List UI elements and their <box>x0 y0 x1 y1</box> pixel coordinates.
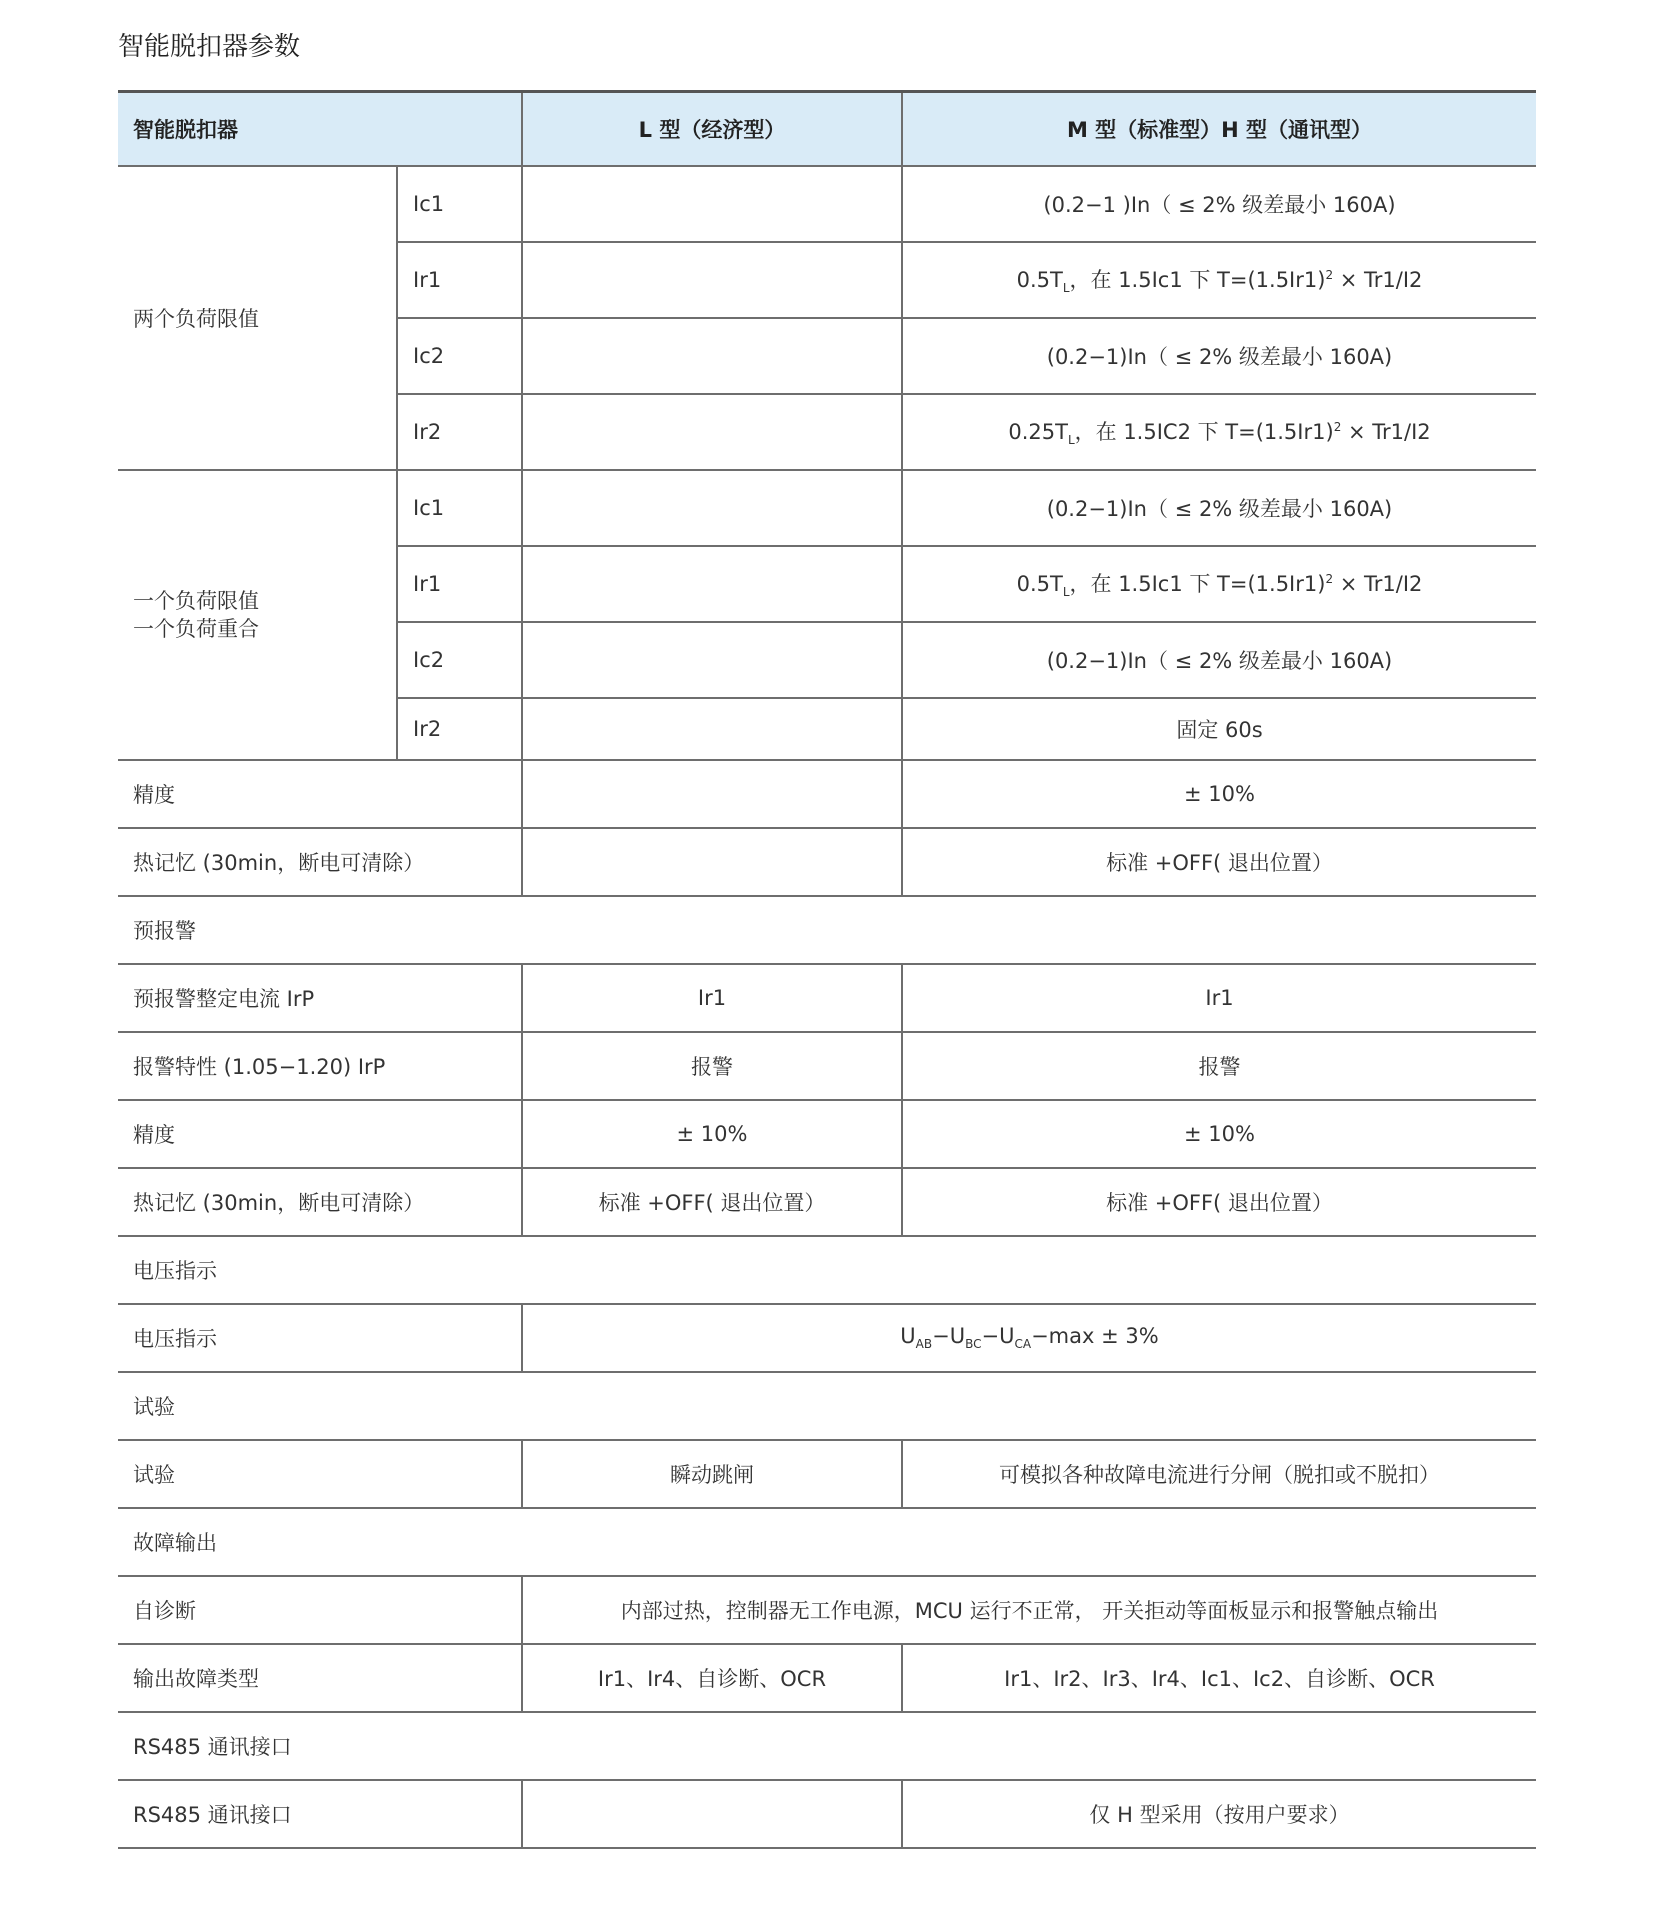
mh-type-cell: $0.5T_L$，在 1.5Ic1 下 $T=(1.5Ir1)^2 \times Tr1/I2$ <box>902 242 1536 318</box>
row-label: 试验 <box>118 1440 522 1508</box>
l-type-cell: ± 10% <box>522 1100 902 1168</box>
l-type-cell: 瞬动跳闸 <box>522 1440 902 1508</box>
mh-type-cell: 标准 +OFF( 退出位置） <box>902 1168 1536 1236</box>
section-title: RS485 通讯接口 <box>118 1712 1536 1780</box>
mh-type-cell: 固定 60s <box>902 698 1536 760</box>
section-row <box>118 1712 1536 1780</box>
mh-type-cell: 仅 H 型采用（按用户要求） <box>902 1780 1536 1848</box>
mh-type-cell: 可模拟各种故障电流进行分闸（脱扣或不脱扣） <box>902 1440 1536 1508</box>
l-type-cell <box>522 166 902 242</box>
table-row <box>118 964 1536 1032</box>
mh-type-cell: (0.2−1)In（ ≤ 2% 级差最小 160A) <box>902 470 1536 546</box>
mh-type-cell: 标准 +OFF( 退出位置） <box>902 828 1536 896</box>
row-label: 预报警整定电流 IrP <box>118 964 522 1032</box>
row-label: 精度 <box>118 760 522 828</box>
l-type-cell <box>522 828 902 896</box>
sub-parameter: Ic2 <box>397 318 522 394</box>
row-label: 自诊断 <box>118 1576 522 1644</box>
section-row <box>118 896 1536 964</box>
header-l-type: L 型（经济型） <box>522 92 902 167</box>
mh-type-cell: $0.25T_L$，在 1.5IC2 下 $T=(1.5Ir1)^2 \times Tr1/I2$ <box>902 394 1536 470</box>
l-type-cell <box>522 622 902 698</box>
group-two-load-limits: 两个负荷限值 <box>118 166 397 470</box>
mh-type-cell: ± 10% <box>902 760 1536 828</box>
l-type-cell <box>522 760 902 828</box>
l-type-cell <box>522 318 902 394</box>
l-type-cell: 标准 +OFF( 退出位置） <box>522 1168 902 1236</box>
mh-type-cell: ± 10% <box>902 1100 1536 1168</box>
row-label: 精度 <box>118 1100 522 1168</box>
section-title: 电压指示 <box>118 1236 1536 1304</box>
table-row <box>118 1168 1536 1236</box>
mh-type-cell: (0.2−1)In（ ≤ 2% 级差最小 160A) <box>902 318 1536 394</box>
mh-type-cell: $0.5T_L$，在 1.5Ic1 下 $T=(1.5Ir1)^2 \times Tr1/I2$ <box>902 546 1536 622</box>
table-row <box>118 470 1536 546</box>
group-label-line: 一个负荷重合 <box>133 617 259 641</box>
self-diagnosis-value: 内部过热，控制器无工作电源，MCU 运行不正常， 开关拒动等面板显示和报警触点输出 <box>522 1576 1536 1644</box>
row-label: 输出故障类型 <box>118 1644 522 1712</box>
l-type-cell <box>522 698 902 760</box>
row-label: 电压指示 <box>118 1304 522 1372</box>
mh-type-cell: Ir1 <box>902 964 1536 1032</box>
table-header-row <box>118 92 1536 167</box>
table-row <box>118 1780 1536 1848</box>
sub-parameter: Ic1 <box>397 470 522 546</box>
table-row <box>118 1032 1536 1100</box>
l-type-cell <box>522 394 902 470</box>
l-type-cell <box>522 1780 902 1848</box>
sub-parameter: Ir1 <box>397 546 522 622</box>
trip-unit-parameter-table <box>118 90 1536 1849</box>
table-row <box>118 1304 1536 1372</box>
section-title: 预报警 <box>118 896 1536 964</box>
l-type-cell: Ir1 <box>522 964 902 1032</box>
sub-parameter: Ic1 <box>397 166 522 242</box>
mh-type-cell: Ir1、Ir2、Ir3、Ir4、Ic1、Ic2、自诊断、OCR <box>902 1644 1536 1712</box>
section-row <box>118 1236 1536 1304</box>
section-title: 试验 <box>118 1372 1536 1440</box>
l-type-cell <box>522 242 902 318</box>
sub-parameter: Ir2 <box>397 394 522 470</box>
group-label-line: 一个负荷限值 <box>133 589 259 613</box>
row-label: 热记忆 (30min，断电可清除） <box>118 828 522 896</box>
header-mh-type: M 型（标准型）H 型（通讯型） <box>902 92 1536 167</box>
mh-type-cell: (0.2−1 )In（ ≤ 2% 级差最小 160A) <box>902 166 1536 242</box>
sub-parameter: Ir2 <box>397 698 522 760</box>
voltage-value: $U_{AB}-U_{BC}-U_{CA}-\max \pm 3\%$ <box>522 1304 1536 1372</box>
table-row <box>118 760 1536 828</box>
table-row <box>118 828 1536 896</box>
header-trip-unit: 智能脱扣器 <box>118 92 522 167</box>
sub-parameter: Ic2 <box>397 622 522 698</box>
row-label: 报警特性 (1.05−1.20) IrP <box>118 1032 522 1100</box>
row-label: RS485 通讯接口 <box>118 1780 522 1848</box>
mh-type-cell: (0.2−1)In（ ≤ 2% 级差最小 160A) <box>902 622 1536 698</box>
section-title: 故障输出 <box>118 1508 1536 1576</box>
row-label: 热记忆 (30min，断电可清除） <box>118 1168 522 1236</box>
table-row <box>118 1100 1536 1168</box>
section-row <box>118 1372 1536 1440</box>
page-title: 智能脱扣器参数 <box>118 32 301 62</box>
sub-parameter: Ir1 <box>397 242 522 318</box>
l-type-cell <box>522 546 902 622</box>
l-type-cell <box>522 470 902 546</box>
table-row <box>118 1440 1536 1508</box>
mh-type-cell: 报警 <box>902 1032 1536 1100</box>
group-one-load-limit <box>118 470 397 760</box>
section-row <box>118 1508 1536 1576</box>
l-type-cell: 报警 <box>522 1032 902 1100</box>
table-row <box>118 166 1536 242</box>
l-type-cell: Ir1、Ir4、自诊断、OCR <box>522 1644 902 1712</box>
table-row <box>118 1576 1536 1644</box>
table-row <box>118 1644 1536 1712</box>
